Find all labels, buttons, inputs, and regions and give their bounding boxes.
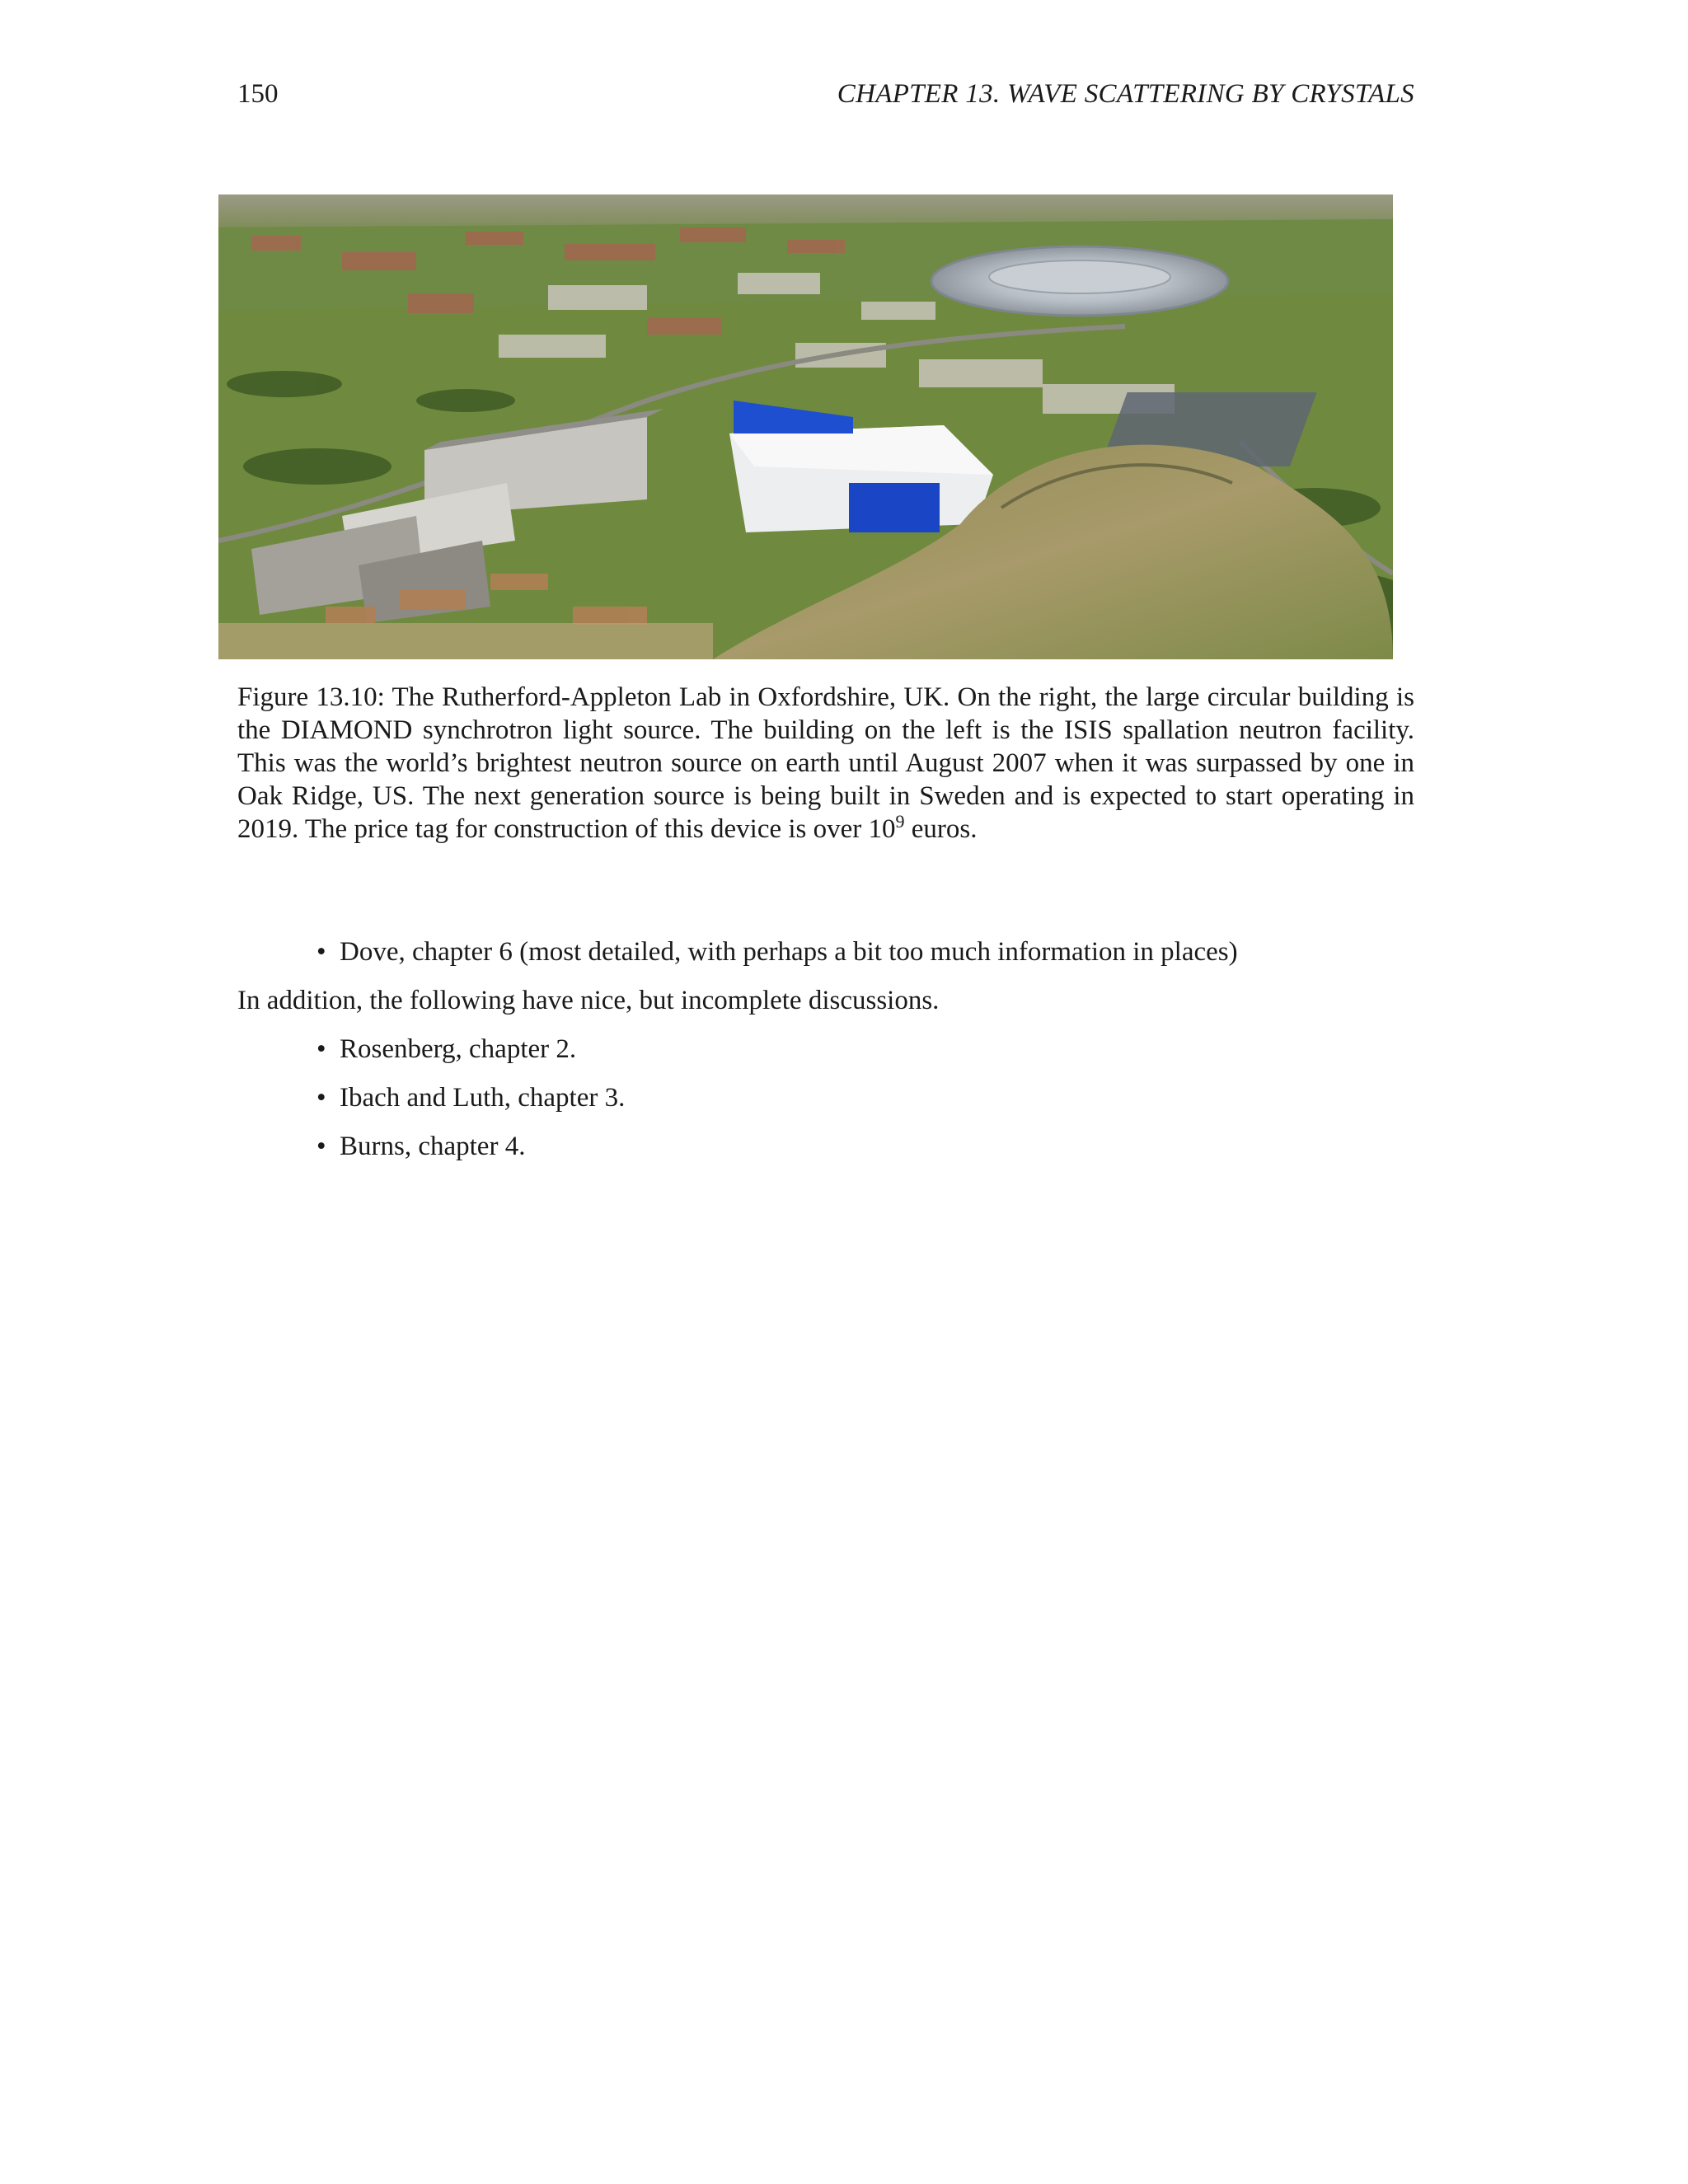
chapter-title: CHAPTER 13. WAVE SCATTERING BY CRYSTALS [837,79,1414,109]
aerial-photo-figure [218,194,1393,659]
aerial-photo-illustration [218,194,1393,659]
caption-text-end: euros. [904,814,978,844]
list-item [237,935,1414,984]
caption-exponent: 9 [895,811,905,832]
figure-caption [237,681,1414,846]
bullet-icon: • [316,1034,326,1064]
list-item-text: Burns, chapter 4. [340,1132,526,1161]
list-item [237,1081,1414,1130]
list-item-text: Dove, chapter 6 (most detailed, with perhaps a bit too much information in places) [340,937,1238,967]
bullet-icon: • [316,1083,326,1113]
caption-text: Figure 13.10: The Rutherford-Appleton Lab in Oxfordshire, UK. On the right, the large circular building is the DIAMOND synchrotron light source. The building on the left is the ISIS spallation neutron facility. This was the world’s brightest neutron source on earth until August 2007 when it was surpassed by one in Oak Ridge, US. The next generation source is being built in Sweden and is expected to start operating in 2019. The price tag for construction of this device is over 10 [237,682,1414,844]
reference-list-primary [237,935,1414,984]
bullet-icon: • [316,1132,326,1161]
running-head [237,79,1414,122]
bullet-icon: • [316,937,326,967]
body-paragraph: In addition, the following have nice, but incomplete discussions. [237,986,940,1015]
reference-list-secondary [237,1033,1414,1179]
list-item [237,1033,1414,1081]
list-item-text: Ibach and Luth, chapter 3. [340,1083,626,1113]
list-item-text: Rosenberg, chapter 2. [340,1034,577,1064]
page-number: 150 [237,79,279,109]
list-item [237,1130,1414,1179]
